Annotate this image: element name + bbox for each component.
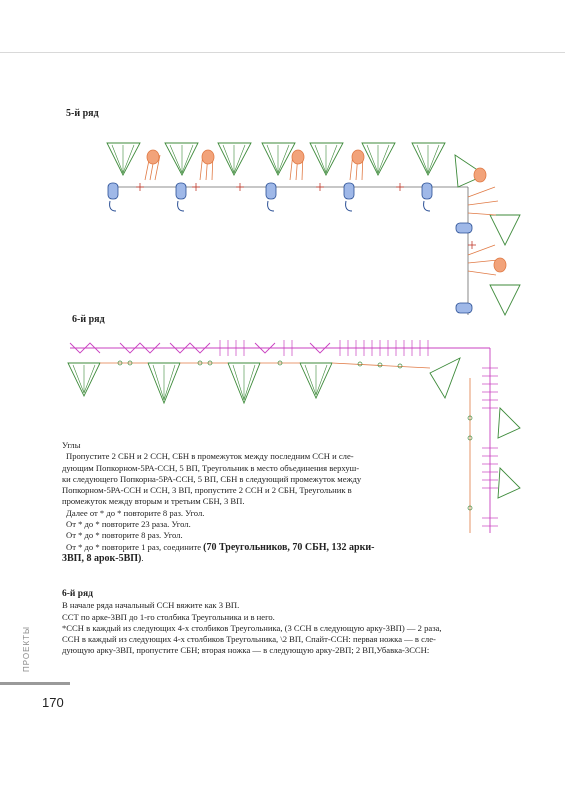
corners-repeat-4 bbox=[62, 542, 522, 553]
row6-line-3: *ССН в каждый из следующих 4-х столбиков Треугольника, (3 ССН в следующую арку-3ВП) — 2 раза, bbox=[62, 622, 442, 633]
corners-repeat-2: От * до * повторите 23 раза. Угол. bbox=[66, 519, 191, 530]
row6-line-2: ССТ по арке-3ВП до 1-го столбика Треугольника и в него. bbox=[62, 611, 275, 622]
footer-bar bbox=[0, 682, 70, 685]
corners-line-2: дующим Попкорном-5РА-ССН, 5 ВП, Треугольник в место объединения верхуш- bbox=[62, 462, 360, 473]
row5-heading: 5-й ряд bbox=[66, 108, 99, 119]
row6-line-5: дующую арку-3ВП, пропустите СБН; вторая ножка — в следующую арку-2ВП; 2 ВП,Убавка-3ССН: bbox=[62, 645, 430, 656]
corners-totals: (70 Треугольников, 70 СБН, 132 арки- bbox=[203, 541, 375, 553]
corners-section bbox=[62, 440, 522, 564]
corners-totals-cont: 3ВП, 8 арок-5ВП) bbox=[62, 552, 142, 564]
row6-heading: 6-й ряд bbox=[62, 589, 93, 599]
corners-line-1: Пропустите 2 СБН и 2 ССН, СБН в промежуток между последним ССН и сле- bbox=[66, 451, 354, 462]
corners-repeat-3: От * до * повторите 8 раз. Угол. bbox=[66, 530, 183, 541]
row5-diagram bbox=[0, 115, 565, 330]
row6-line-1: В начале ряда начальный ССН вяжите как 3 ВП. bbox=[62, 600, 240, 611]
row6-section bbox=[62, 589, 522, 657]
page-top-rule bbox=[0, 52, 565, 53]
corners-period: . bbox=[141, 552, 144, 563]
row6-heading-top: 6-й ряд bbox=[72, 314, 105, 325]
corners-label: Углы bbox=[62, 440, 81, 450]
corners-line-4: Попкорном-5РА-ССН и ССН, 3 ВП, пропустите 2 ССН и 2 СБН, Треугольник в bbox=[62, 485, 352, 496]
page-number: 170 bbox=[42, 695, 64, 710]
corners-repeat-4-cont bbox=[62, 553, 522, 564]
corners-repeat-4-text: От * до * повторите 1 раз, соедините bbox=[66, 541, 204, 552]
row6-line-4: ССН в каждый из следующих 4-х столбиков Треугольника, \2 ВП, Спайт-ССН: первая ножка — в сле- bbox=[62, 634, 436, 645]
corners-repeat-1: Далее от * до * повторите 8 раз. Угол. bbox=[66, 507, 205, 518]
corners-line-3: ки следующего Попкорна-5РА-ССН, 5 ВП, СБН в следующий промежуток между bbox=[62, 473, 362, 484]
corners-line-5: промежуток между вторым и третьим СБН, 3 ВП. bbox=[62, 496, 245, 507]
section-side-label: ПРОЕКТЫ bbox=[22, 625, 31, 672]
